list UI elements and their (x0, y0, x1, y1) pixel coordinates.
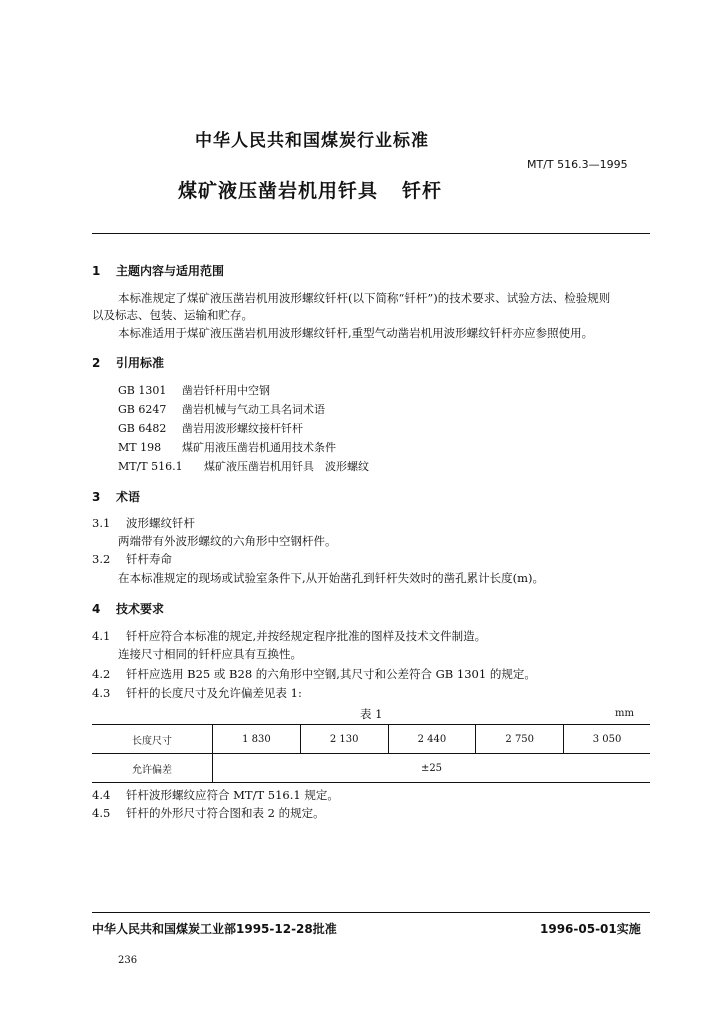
reference-item: GB 6247 凿岩机械与气动工具名词术语 (118, 403, 325, 416)
effective-date: 1996-05-01实施 (540, 922, 641, 936)
table-cell-length-label: 长度尺寸 (92, 725, 213, 754)
table-cell-length: 2 440 (388, 725, 476, 754)
requirement-4-3: 4.3 钎杆的长度尺寸及允许偏差见表 1: (92, 686, 302, 700)
term-3-2: 3.2 钎杆寿命 (92, 552, 172, 566)
table-1-unit: mm (615, 708, 634, 719)
table-1-caption: 表 1 (360, 707, 383, 721)
page-number: 236 (118, 955, 138, 966)
issuing-organization: 中华人民共和国煤炭行业标准 (195, 131, 429, 151)
section-1-paragraph-2: 本标准适用于煤矿液压凿岩机用波形螺纹钎杆,重型气动凿岩机用波形螺纹钎杆亦应参照使用。 (118, 326, 594, 340)
table-cell-length: 1 830 (213, 725, 301, 754)
title-sub: 钎杆 (402, 180, 443, 202)
table-cell-tolerance: ±25 (213, 754, 651, 783)
table-cell-length: 3 050 (564, 725, 650, 754)
term-3-2-definition: 在本标准规定的现场或试验室条件下,从开始凿孔到钎杆失效时的凿孔累计长度(m)。 (118, 571, 545, 585)
requirement-4-5: 4.5 钎杆的外形尺寸符合图和表 2 的规定。 (92, 806, 325, 820)
term-3-1-definition: 两端带有外波形螺纹的六角形中空钢杆件。 (118, 534, 337, 548)
document-title (178, 176, 442, 203)
table-row (92, 725, 650, 754)
section-4-heading: 4 技术要求 (92, 602, 165, 616)
section-1-paragraph-1-cont: 以及标志、包装、运输和贮存。 (92, 308, 253, 322)
reference-item: GB 1301 凿岩钎杆用中空钢 (118, 384, 270, 397)
section-3-heading: 3 术语 (92, 490, 141, 504)
table-row (92, 754, 650, 783)
footer-rule (92, 912, 650, 913)
table-cell-length: 2 750 (476, 725, 564, 754)
reference-item: MT/T 516.1 煤矿液压凿岩机用钎具 波形螺纹 (118, 460, 369, 473)
title-main: 煤矿液压凿岩机用钎具 (178, 180, 379, 202)
section-2-heading: 2 引用标准 (92, 356, 165, 370)
section-1-paragraph-1: 本标准规定了煤矿液压凿岩机用波形螺纹钎杆(以下简称“钎杆”)的技术要求、试验方法、检验规则 (118, 291, 611, 305)
approval-line: 中华人民共和国煤炭工业部1995-12-28批准 (92, 922, 337, 936)
requirement-4-1: 4.1 钎杆应符合本标准的规定,并按经规定程序批准的图样及技术文件制造。 (92, 629, 487, 643)
section-1-heading: 1 主题内容与适用范围 (92, 264, 225, 278)
table-cell-length: 2 130 (300, 725, 388, 754)
reference-item: MT 198 煤矿用液压凿岩机通用技术条件 (118, 441, 336, 454)
requirement-4-4: 4.4 钎杆波形螺纹应符合 MT/T 516.1 规定。 (92, 788, 339, 802)
table-cell-tolerance-label: 允许偏差 (92, 754, 213, 783)
term-3-1: 3.1 波形螺纹钎杆 (92, 516, 195, 530)
requirement-4-1-cont: 连接尺寸相同的钎杆应具有互换性。 (118, 647, 302, 661)
header-rule (92, 233, 650, 234)
table-1 (92, 724, 650, 783)
reference-item: GB 6482 凿岩用波形螺纹接杆钎杆 (118, 422, 303, 435)
standard-code: MT/T 516.3—1995 (527, 158, 628, 171)
requirement-4-2: 4.2 钎杆应选用 B25 或 B28 的六角形中空钢,其尺寸和公差符合 GB 1301 的规定。 (92, 667, 536, 681)
